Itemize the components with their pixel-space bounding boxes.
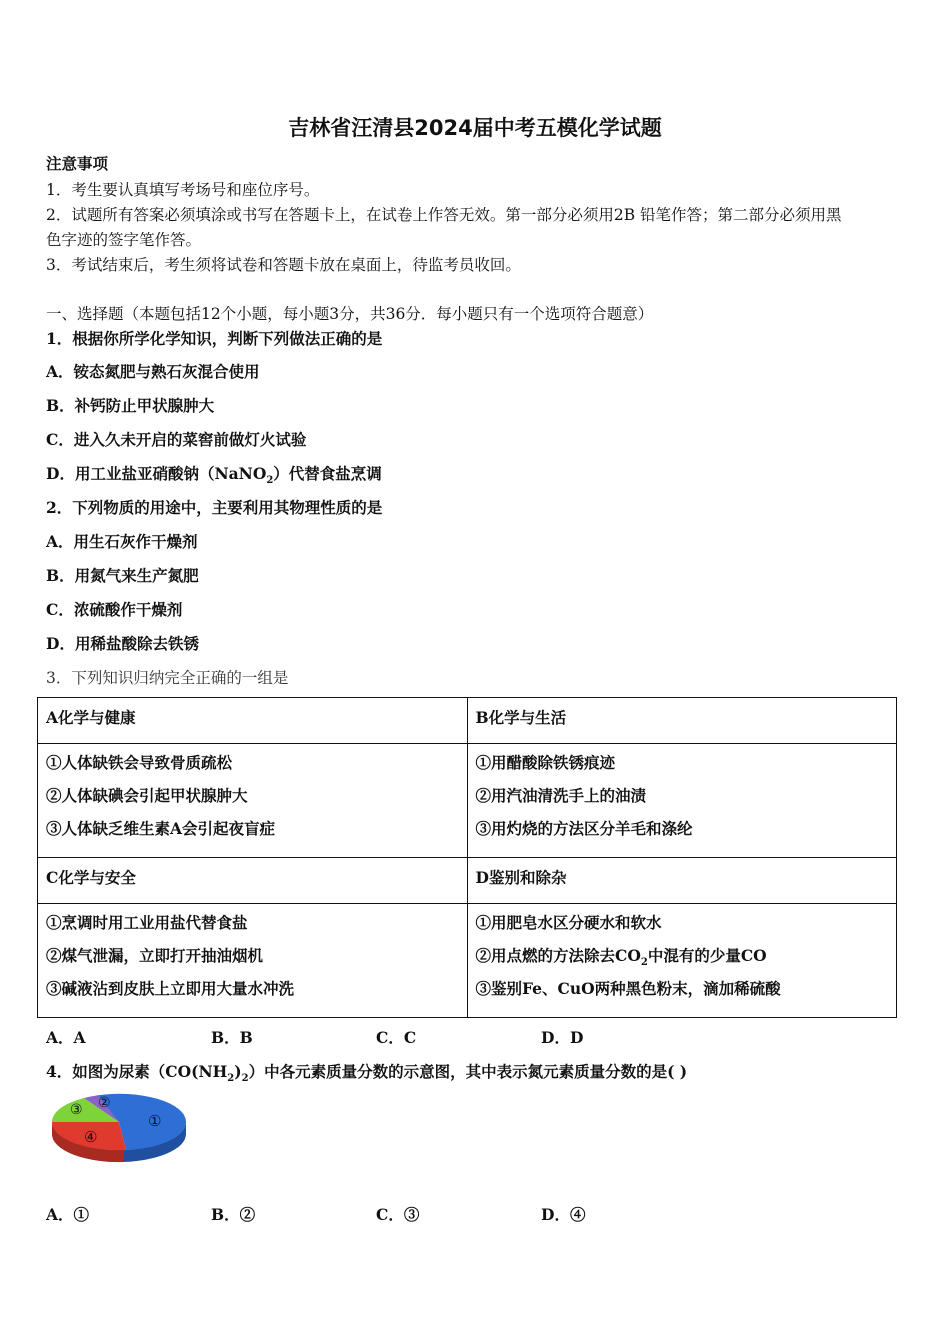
page-title: 吉林省汪清县2024届中考五模化学试题 [288,116,662,140]
notice-heading: 注意事项 [46,154,109,173]
notice-item-3: 3．考试结束后，考生须将试卷和答题卡放在桌面上，待监考员收回。 [46,256,521,274]
cell-d-body [467,904,897,1018]
q1-option-c: C．进入久未开启的菜窖前做灯火试验 [46,430,307,449]
q3-option-a: A．A [46,1028,86,1047]
notice-item-1: 1．考生要认真填写考场号和座位序号。 [46,181,320,199]
q4-option-a: A．① [46,1205,90,1224]
q1-option-b: B．补钙防止甲状腺肿大 [46,396,215,415]
q2-stem: 2．下列物质的用途中，主要利用其物理性质的是 [46,498,383,517]
q3-option-b: B．B [211,1028,253,1047]
q3-stem: 3．下列知识归纳完全正确的一组是 [46,669,289,687]
q1-stem: 1．根据你所学化学知识，判断下列做法正确的是 [46,329,383,348]
q3-option-c: C．C [376,1028,417,1047]
cell-d-item-1: ①用肥皂水区分硬水和软水 [475,913,662,932]
q4-option-c: C．③ [376,1205,420,1224]
cell-b-head: B化学与生活 [467,698,897,744]
q2-option-b: B．用氮气来生产氮肥 [46,566,199,585]
cell-a-item-3: ③人体缺乏维生素A会引起夜盲症 [46,819,276,838]
pie-label-3: ③ [70,1102,83,1118]
q3-knowledge-table [37,697,897,1018]
cell-c-body [38,904,468,1018]
cell-b-item-3: ③用灼烧的方法区分羊毛和涤纶 [475,819,693,838]
cell-b-item-1: ①用醋酸除铁锈痕迹 [475,753,616,772]
urea-pie-chart [46,1090,192,1172]
q4-option-d: D．④ [541,1205,586,1224]
q4-stem: 4．如图为尿素$(CO(NH_2)_2)$中各元素质量分数的示意图，其中表示氮元素质量分数的是( ) [46,1062,688,1085]
q4-option-b: B．② [211,1205,256,1224]
cell-c-item-2: ②煤气泄漏，立即打开抽油烟机 [46,946,264,965]
cell-b-item-2: ②用汽油清洗手上的油渍 [475,786,647,805]
q2-option-d: D．用稀盐酸除去铁锈 [46,634,199,653]
cell-a-item-2: ②人体缺碘会引起甲状腺肿大 [46,786,248,805]
cell-a-item-1: ①人体缺铁会导致骨质疏松 [46,753,233,772]
section-heading: 一、选择题（本题包括12个小题，每小题3分，共36分．每小题只有一个选项符合题意） [46,305,654,323]
cell-a-head: A化学与健康 [38,698,468,744]
cell-c-item-3: ③碱液沾到皮肤上立即用大量水冲洗 [46,979,295,998]
q2-option-c: C．浓硫酸作干燥剂 [46,600,183,619]
cell-a-body [38,744,468,858]
cell-d-item-3: ③鉴别Fe、CuO两种黑色粉末，滴加稀硫酸 [475,979,781,998]
pie-label-2: ② [98,1095,111,1111]
pie-label-4: ④ [84,1128,98,1146]
cell-d-item-2: ②用点燃的方法除去$CO_2$中混有的少量CO [475,946,767,969]
q2-option-a: A．用生石灰作干燥剂 [46,532,198,551]
cell-d-head: D鉴别和除杂 [467,858,897,904]
q3-option-d: D．D [541,1028,584,1047]
cell-b-body [467,744,897,858]
q1-option-a: A．铵态氮肥与熟石灰混合使用 [46,362,260,381]
cell-c-item-1: ①烹调时用工业用盐代替食盐 [46,913,248,932]
notice-item-2-cont: 色字迹的签字笔作答。 [46,231,202,249]
notice-item-2: 2．试题所有答案必须填涂或书写在答题卡上，在试卷上作答无效。第一部分必须用2B 铅笔作答；第二部分必须用黑 [46,206,842,224]
cell-c-head: C化学与安全 [38,858,468,904]
q1-option-d: D．用工业盐亚硝酸钠（NaNO$_2$）代替食盐烹调 [46,464,382,487]
pie-label-1: ① [148,1112,162,1130]
